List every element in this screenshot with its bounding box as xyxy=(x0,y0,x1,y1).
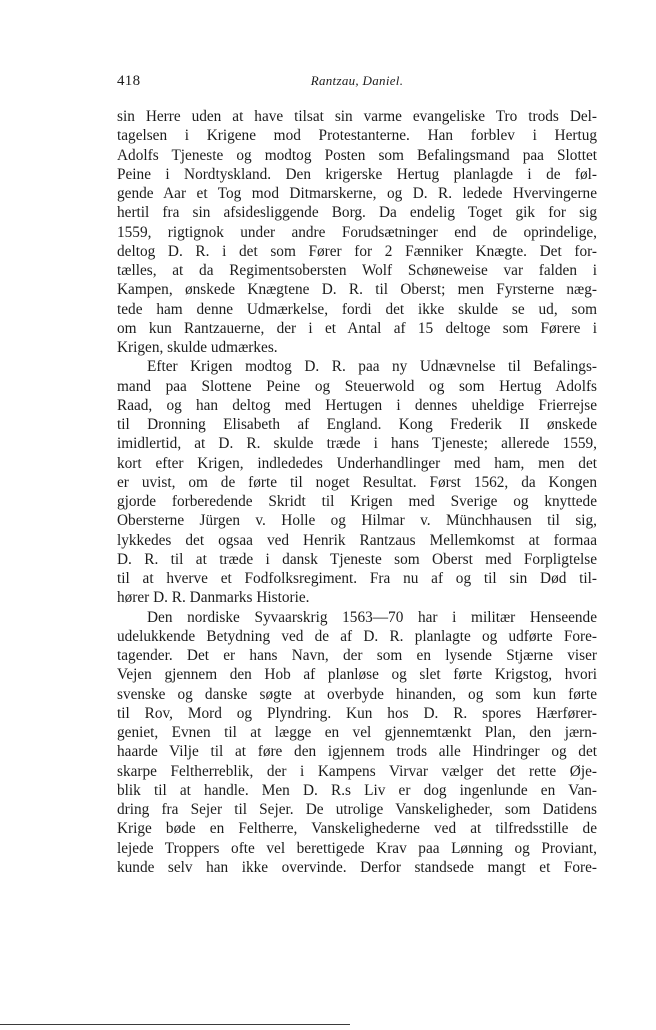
page-header xyxy=(117,73,597,93)
text-line: Adolfs Tjeneste og modtog Posten som Befalingsmand paa Slottet xyxy=(117,146,597,164)
body-text xyxy=(117,107,597,877)
text-line: tælles, at da Regimentsobersten Wolf Schøneweise var falden i xyxy=(117,262,597,279)
text-line: Kampen, ønskede Knægtene D. R. til Oberst; men Fyrsterne næg- xyxy=(117,281,597,299)
text-line: Peine i Nordtyskland. Den krigerske Hertug planlagde i de føl- xyxy=(117,165,597,183)
text-line: om kun Rantzauerne, der i et Antal af 15 deltoge som Førere i xyxy=(117,319,597,337)
text-line: lejede Troppers ofte vel berettigede Krav paa Lønning og Proviant, xyxy=(117,839,597,857)
text-line: imidlertid, at D. R. skulde træde i hans Tjeneste; allerede 1559, xyxy=(117,435,597,453)
text-line: lykkedes det ogsaa ved Henrik Rantzaus Mellemkomst at formaa xyxy=(117,531,597,549)
text-line: Efter Krigen modtog D. R. paa ny Udnævnelse til Befalings- xyxy=(147,358,597,376)
running-title: Rantzau, Daniel. xyxy=(310,73,404,88)
page-number: 418 xyxy=(117,73,141,89)
text-line: kunde selv han ikke overvinde. Derfor standsede mangt et Fore- xyxy=(117,858,597,876)
text-line: Krigen, skulde udmærkes. xyxy=(117,339,278,356)
paragraph xyxy=(117,107,597,357)
text-line: til Rov, Mord og Plyndring. Kun hos D. R. spores Hærfører- xyxy=(117,704,597,722)
text-line: gende Aar et Tog mod Ditmarskerne, og D. R. ledede Hvervingerne xyxy=(117,185,597,202)
text-line: er uvist, om de førte til noget Resultat. Først 1562, da Kongen xyxy=(117,473,597,491)
text-line: kort efter Krigen, indlededes Underhandlinger med ham, men det xyxy=(117,454,597,472)
text-line: D. R. til at træde i dansk Tjeneste som Oberst med Forpligtelse xyxy=(117,550,597,568)
paragraph xyxy=(117,608,597,878)
text-line: udelukkende Betydning ved de af D. R. planlagte og udførte Fore- xyxy=(117,627,597,645)
text-line: tagender. Det er hans Navn, der som en lysende Stjærne viser xyxy=(117,647,597,664)
text-line: tagelsen i Krigene mod Protestanterne. Han forblev i Hertug xyxy=(117,127,597,145)
text-line: 1559, rigtignok under andre Forudsætninger end de oprindelige, xyxy=(117,223,597,241)
text-line: dring fra Sejer til Sejer. De utrolige Vanskeligheder, som Datidens xyxy=(117,801,597,818)
text-line: gjorde forberedende Skridt til Krigen med Sverige og knyttede xyxy=(117,493,597,510)
bottom-rule xyxy=(0,1024,350,1025)
text-line: geniet, Evnen til at lægge en vel gjennemtænkt Plan, den jærn- xyxy=(117,724,597,741)
text-line: Den nordiske Syvaarskrig 1563—70 har i militær Henseende xyxy=(147,608,597,626)
text-line: til at hverve et Fodfolksregiment. Fra nu af og til sin Død til- xyxy=(117,570,597,587)
text-line: hører D. R. Danmarks Historie. xyxy=(117,589,310,607)
text-line: Obersterne Jürgen v. Holle og Hilmar v. Münchhausen til sig, xyxy=(117,512,597,530)
text-line: svenske og danske søgte at overbyde hinanden, og som kun førte xyxy=(117,685,597,703)
text-line: deltog D. R. i det som Fører for 2 Fænniker Knægte. Det for- xyxy=(117,242,597,260)
text-line: tede ham denne Udmærkelse, fordi det ikke skulde se ud, som xyxy=(117,300,597,318)
text-line: Krige bøde en Feltherre, Vanskelighederne ved at tilfredsstille de xyxy=(117,820,597,838)
text-line: blik til at handle. Men D. R.s Liv er dog ingenlunde en Van- xyxy=(117,781,597,799)
text-line: Vejen gjennem den Hob af planløse og slet førte Krigstog, hvori xyxy=(117,666,597,684)
paragraph xyxy=(117,357,597,607)
text-line: mand paa Slottene Peine og Steuerwold og som Hertug Adolfs xyxy=(117,377,597,395)
text-line: haarde Vilje til at føre den igjennem trods alle Hindringer og det xyxy=(117,743,597,761)
text-line: hertil fra sin afsidesliggende Borg. Da endelig Toget gik for sig xyxy=(117,204,597,222)
text-line: til Dronning Elisabeth af England. Kong Frederik II ønskede xyxy=(117,416,597,433)
text-line: Raad, og han deltog med Hertugen i dennes uheldige Frierrejse xyxy=(117,396,597,414)
text-line: sin Herre uden at have tilsat sin varme evangeliske Tro trods Del- xyxy=(117,108,597,125)
text-line: skarpe Feltherreblik, der i Kampens Virvar vælger det rette Øje- xyxy=(117,762,597,780)
